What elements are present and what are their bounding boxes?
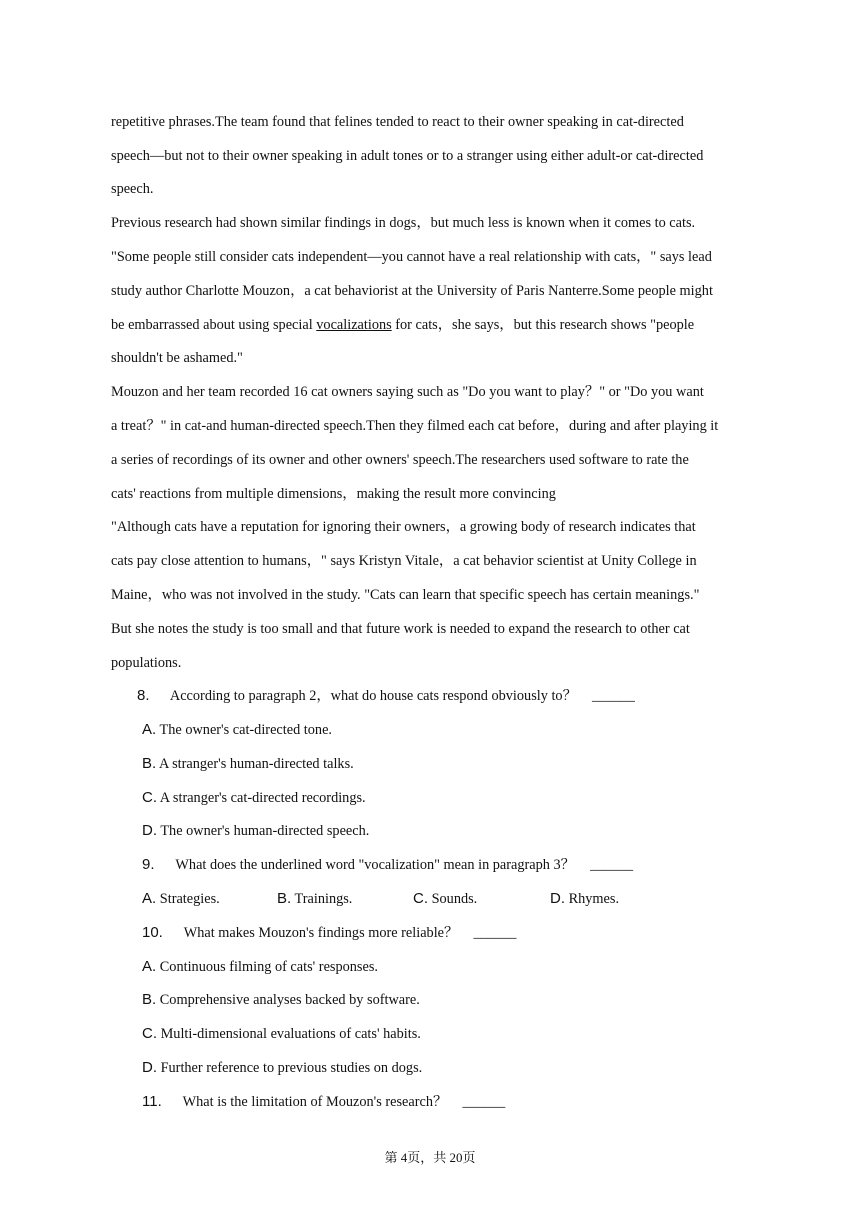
answer-blank[interactable]: ______	[462, 1094, 506, 1110]
passage-line: Previous research had shown similar findings in dogs，but much less is known when it comes to cats.	[111, 215, 696, 231]
option-text: Rhymes.	[568, 891, 620, 907]
question-text: What does the underlined word "vocalization" mean in paragraph 3？	[175, 857, 575, 873]
passage-line-underlined	[111, 315, 694, 335]
option-letter: C.	[142, 789, 157, 806]
passage-line: a series of recordings of its owner and other owners' speech.The researchers used software to rate the	[111, 452, 689, 468]
option-letter: B.	[277, 890, 292, 907]
option-b	[142, 754, 354, 774]
option-text: The owner's human-directed speech.	[160, 823, 370, 839]
question-number: 11.	[142, 1093, 162, 1110]
passage-line: speech—but not to their owner speaking in adult tones or to a stranger using either adult-or cat-directed	[111, 148, 704, 164]
passage-line: study author Charlotte Mouzon，a cat behaviorist at the University of Paris Nanterre.Some people might	[111, 283, 713, 299]
passage-line: Mouzon and her team recorded 16 cat owners saying such as "Do you want to play？" or "Do you want	[111, 384, 704, 400]
option-text: Multi-dimensional evaluations of cats' habits.	[160, 1026, 421, 1042]
passage-line: populations.	[111, 655, 182, 671]
option-d	[142, 821, 369, 841]
answer-blank[interactable]: ______	[590, 857, 634, 873]
passage-line: "Some people still consider cats independent—you cannot have a real relationship with cats，" says lead	[111, 249, 712, 265]
option-a	[142, 957, 378, 977]
question-number: 8.	[137, 687, 150, 704]
option-letter: A.	[142, 958, 157, 975]
option-letter: B.	[142, 755, 157, 772]
question-number: 10.	[142, 924, 163, 941]
option-text: Strategies.	[159, 891, 220, 907]
option-letter: C.	[142, 1025, 157, 1042]
option-text: The owner's cat-directed tone.	[159, 722, 332, 738]
option-a	[142, 720, 332, 740]
question-8	[137, 686, 635, 706]
option-d	[142, 1058, 422, 1078]
option-b	[277, 889, 352, 909]
option-c	[142, 1024, 421, 1044]
passage-line: But she notes the study is too small and that future work is needed to expand the research to other cat	[111, 621, 690, 637]
answer-blank[interactable]: ______	[592, 688, 635, 704]
question-text: According to paragraph 2，what do house cats respond obviously to？	[169, 688, 577, 704]
option-text: Further reference to previous studies on dogs.	[160, 1060, 423, 1076]
passage-line: cats' reactions from multiple dimensions，making the result more convincing	[111, 486, 556, 502]
option-text: A stranger's human-directed talks.	[158, 756, 354, 772]
option-text: Sounds.	[431, 891, 478, 907]
question-text: What makes Mouzon's findings more reliable？	[183, 925, 459, 941]
question-text: What is the limitation of Mouzon's research？	[182, 1094, 448, 1110]
passage-line: speech.	[111, 181, 154, 197]
option-text: Comprehensive analyses backed by software.	[159, 992, 420, 1008]
question-10	[142, 923, 516, 943]
option-d	[550, 889, 619, 909]
answer-blank[interactable]: ______	[473, 925, 517, 941]
option-c	[413, 889, 477, 909]
option-letter: D.	[550, 890, 565, 907]
question-11	[142, 1092, 505, 1112]
passage-line: cats pay close attention to humans，" says Kristyn Vitale，a cat behavior scientist at Unity College in	[111, 553, 697, 569]
page-footer: 第 4页，共 20页	[384, 1150, 476, 1165]
question-9	[142, 855, 633, 875]
passage-text: for cats，she says，but this research shows "people	[391, 317, 695, 333]
passage-line: repetitive phrases.The team found that felines tended to react to their owner speaking in cat-directed	[111, 114, 684, 130]
passage-text: be embarrassed about using special	[111, 317, 317, 333]
option-c	[142, 788, 366, 808]
option-text: A stranger's cat-directed recordings.	[159, 790, 366, 806]
option-text: Trainings.	[294, 891, 353, 907]
option-b	[142, 990, 420, 1010]
option-letter: D.	[142, 1059, 157, 1076]
underlined-word: vocalizations	[316, 317, 392, 333]
option-letter: A.	[142, 890, 157, 907]
option-letter: A.	[142, 721, 157, 738]
passage-line: a treat？" in cat-and human-directed speech.Then they filmed each cat before，during and after playing it	[111, 418, 719, 434]
question-number: 9.	[142, 856, 155, 873]
passage-line: Maine，who was not involved in the study. "Cats can learn that specific speech has certain meanings."	[111, 587, 700, 603]
passage-line: "Although cats have a reputation for ignoring their owners，a growing body of research indicates that	[111, 519, 696, 535]
option-a	[142, 889, 220, 909]
option-letter: D.	[142, 822, 157, 839]
option-letter: C.	[413, 890, 428, 907]
passage-line: shouldn't be ashamed."	[111, 350, 243, 366]
option-text: Continuous filming of cats' responses.	[159, 959, 378, 975]
option-letter: B.	[142, 991, 157, 1008]
